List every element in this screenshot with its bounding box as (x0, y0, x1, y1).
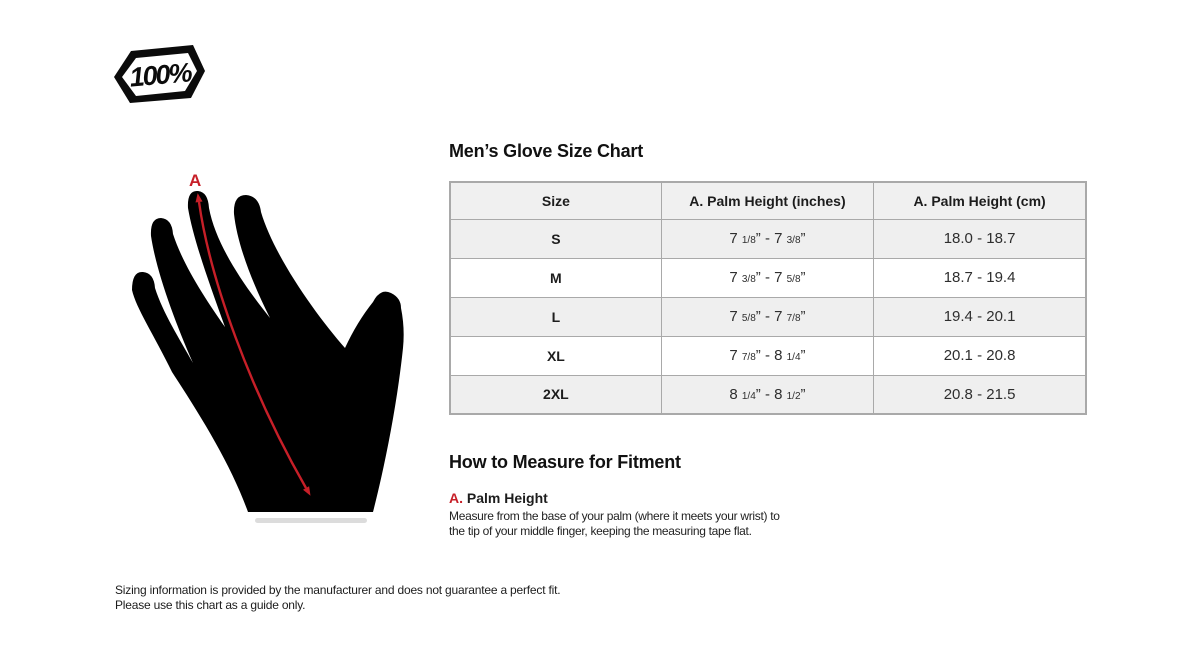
table-row (450, 219, 1086, 258)
measure-item-letter: A. (449, 490, 463, 506)
palm-height-cm-cell: 20.8 - 21.5 (874, 375, 1086, 414)
table-row (450, 375, 1086, 414)
glove-diagram (110, 160, 450, 532)
palm-height-inches-cell: 8 1/4” - 8 1/2” (661, 375, 873, 414)
size-cell: 2XL (450, 375, 661, 414)
size-table-body (450, 219, 1086, 414)
measure-item-description: Measure from the base of your palm (where it meets your wrist) to the tip of your middle finger, keeping the measuring tape flat. (449, 509, 780, 538)
measure-item-palm-height (449, 490, 809, 539)
palm-height-inches-cell: 7 1/8” - 7 3/8” (661, 219, 873, 258)
measure-item-title: Palm Height (463, 490, 548, 506)
brand-logo-icon (112, 42, 208, 108)
size-cell: M (450, 258, 661, 297)
disclaimer-line-2: Please use this chart as a guide only. (115, 598, 306, 612)
size-chart-section (449, 141, 1087, 415)
palm-height-inches-cell: 7 5/8” - 7 7/8” (661, 297, 873, 336)
palm-height-cm-cell: 19.4 - 20.1 (874, 297, 1086, 336)
measurement-label: A (189, 171, 202, 190)
size-table (449, 181, 1087, 415)
disclaimer-line-1: Sizing information is provided by the manufacturer and does not guarantee a perfect fit. (115, 583, 561, 597)
how-to-measure-section (449, 452, 809, 539)
palm-height-inches-cell: 7 3/8” - 7 5/8” (661, 258, 873, 297)
size-cell: L (450, 297, 661, 336)
table-row (450, 336, 1086, 375)
brand-logo-text: 100% (128, 57, 192, 93)
column-header-inches: A. Palm Height (inches) (661, 182, 873, 219)
palm-height-cm-cell: 18.7 - 19.4 (874, 258, 1086, 297)
glove-shadow (255, 518, 367, 523)
measure-item-heading (449, 490, 809, 506)
palm-height-inches-cell: 7 7/8” - 8 1/4” (661, 336, 873, 375)
sizing-disclaimer (115, 583, 560, 613)
size-cell: XL (450, 336, 661, 375)
column-header-cm: A. Palm Height (cm) (874, 182, 1086, 219)
table-row (450, 258, 1086, 297)
palm-height-cm-cell: 18.0 - 18.7 (874, 219, 1086, 258)
glove-silhouette (132, 191, 404, 512)
table-row (450, 297, 1086, 336)
palm-height-cm-cell: 20.1 - 20.8 (874, 336, 1086, 375)
how-to-measure-title: How to Measure for Fitment (449, 452, 681, 472)
column-header-size: Size (450, 182, 661, 219)
table-header-row (450, 182, 1086, 219)
size-chart-title: Men’s Glove Size Chart (449, 141, 643, 161)
size-cell: S (450, 219, 661, 258)
